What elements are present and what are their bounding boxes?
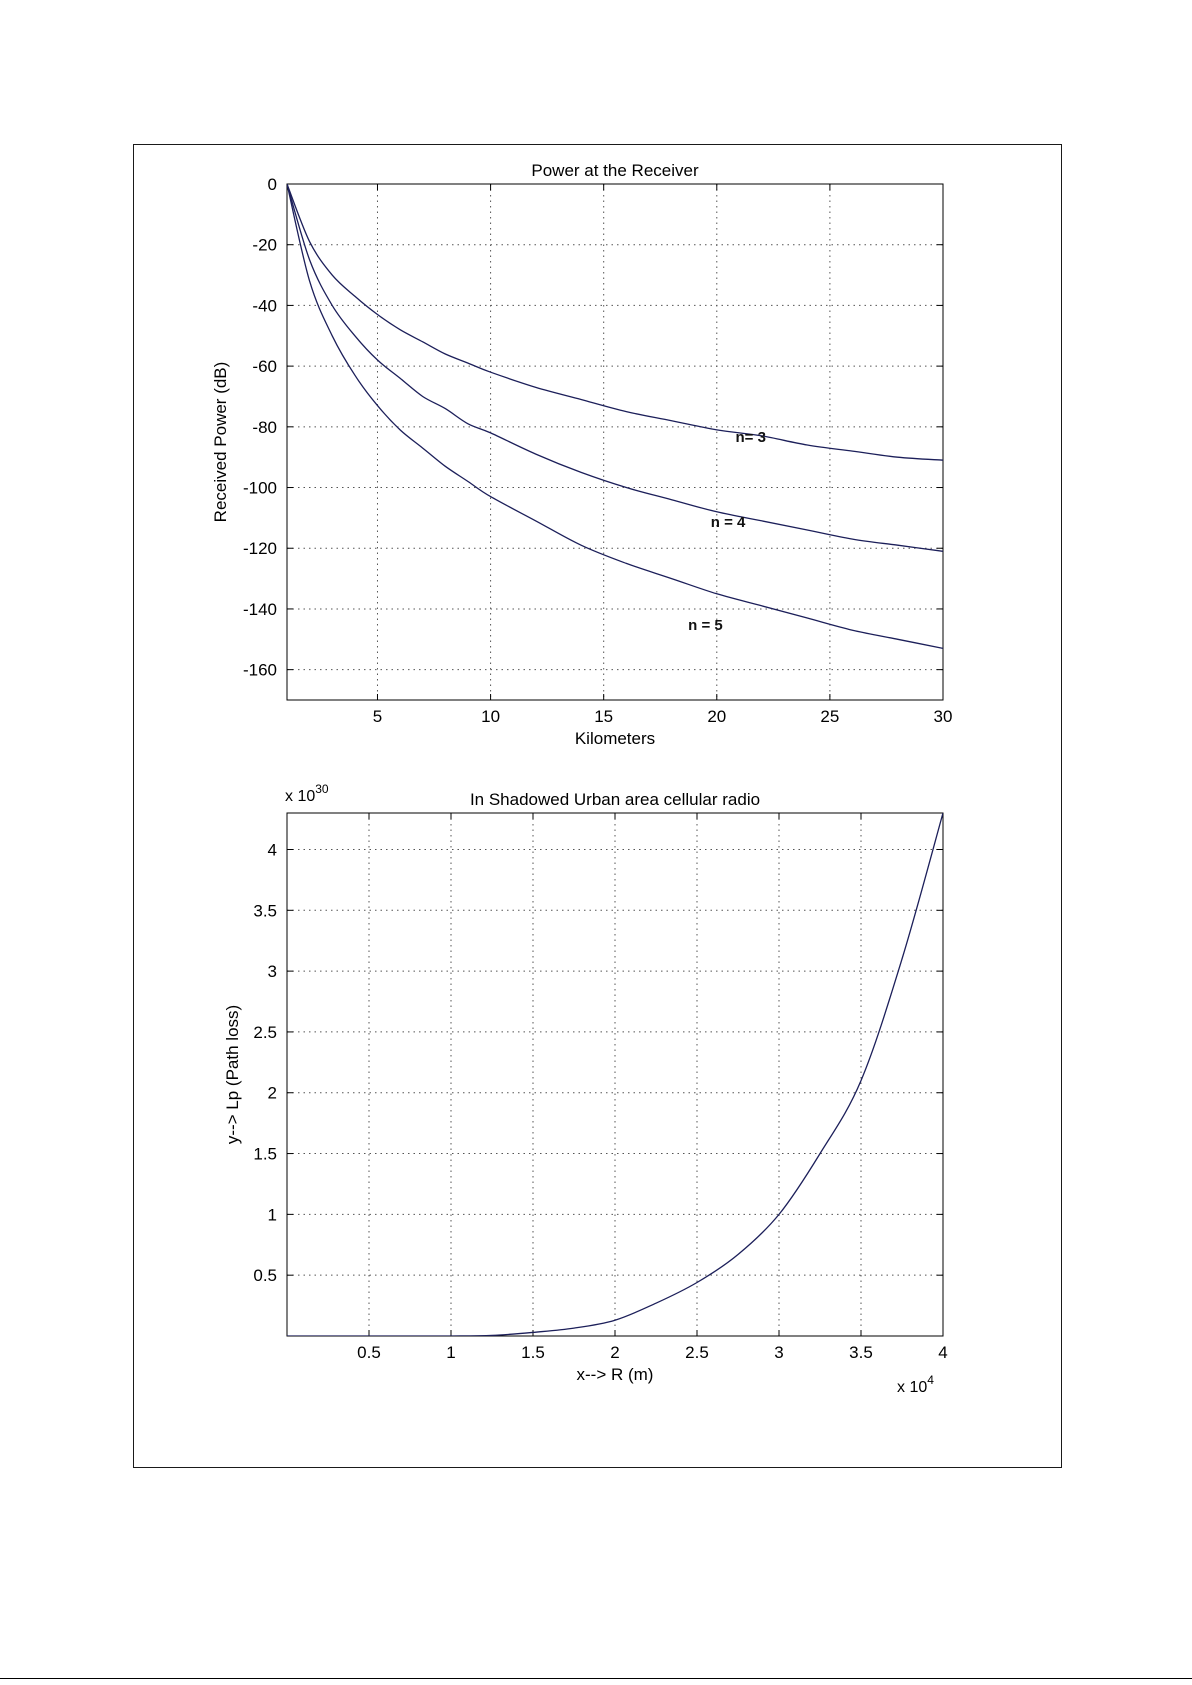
y-axis-label: Received Power (dB) [211, 361, 230, 523]
x-tick-label: 1.5 [521, 1343, 545, 1362]
chart-1 [211, 161, 952, 748]
x-tick-label: 0.5 [357, 1343, 381, 1362]
y-tick-label: -20 [252, 235, 277, 255]
y-tick-label: 3 [267, 962, 277, 982]
y-tick-label: 1.5 [253, 1144, 277, 1164]
x-tick-label: 3 [774, 1343, 784, 1362]
curve-label: n = 5 [688, 617, 723, 635]
y-multiplier-base: x 10 [285, 788, 316, 805]
y-axis-label: y--> Lp (Path loss) [223, 1004, 242, 1145]
y-multiplier-exponent: 30 [315, 782, 329, 796]
x-multiplier-exponent: 4 [927, 1373, 934, 1387]
y-tick-label: 4 [267, 840, 277, 860]
x-tick-label: 5 [372, 707, 383, 726]
x-tick-label: 3.5 [849, 1343, 873, 1362]
chart-2 [223, 782, 948, 1396]
y-tick-label: -60 [252, 357, 277, 377]
chart-title: In Shadowed Urban area cellular radio [469, 790, 761, 809]
x-tick-label: 30 [933, 707, 953, 726]
chart-title: Power at the Receiver [531, 161, 699, 180]
curve-label: n= 3 [735, 429, 766, 446]
x-multiplier [897, 1373, 934, 1396]
x-tick-label: 1 [446, 1343, 456, 1362]
y-tick-label: -120 [242, 539, 277, 559]
x-tick-label: 2.5 [685, 1343, 709, 1362]
y-tick-label: -160 [242, 660, 277, 680]
x-tick-label: 25 [820, 707, 840, 726]
y-tick-label: 3.5 [253, 901, 277, 921]
y-tick-label: 2.5 [253, 1022, 277, 1042]
y-tick-label: 2 [267, 1083, 277, 1103]
x-tick-label: 2 [610, 1343, 620, 1362]
y-tick-label: -100 [242, 478, 277, 498]
x-tick-label: 15 [594, 707, 614, 726]
y-tick-label: -80 [252, 417, 277, 437]
x-axis-label: Kilometers [574, 729, 656, 748]
y-multiplier [285, 782, 329, 805]
x-axis-label: x--> R (m) [576, 1365, 654, 1384]
x-tick-label: 10 [481, 707, 501, 726]
x-multiplier-base: x 10 [897, 1379, 928, 1396]
y-tick-label: 0 [267, 175, 277, 194]
x-tick-label: 20 [707, 707, 727, 726]
y-tick-label: 1 [267, 1205, 277, 1225]
plot-area [287, 184, 943, 700]
y-tick-label: -40 [252, 296, 277, 316]
x-tick-label: 4 [938, 1343, 948, 1362]
y-tick-label: -140 [242, 599, 277, 619]
page-footer-rule [0, 1678, 1192, 1679]
y-tick-label: 0.5 [253, 1266, 277, 1286]
curve-label: n = 4 [710, 513, 746, 531]
